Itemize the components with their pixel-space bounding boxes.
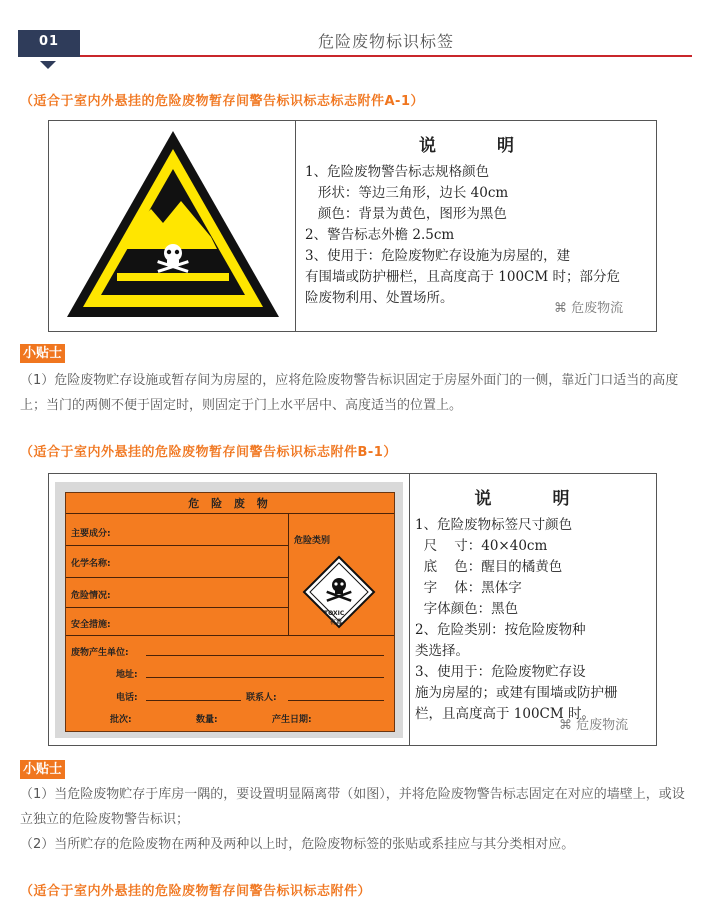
- explanation-line: 施为房屋的；或建有围墙或防护栅: [415, 685, 618, 701]
- explanation-line: 1、危险废物警告标志规格颜色: [305, 164, 490, 180]
- explanation-line: 类选择。: [415, 643, 469, 659]
- section-title-b1: （适合于室内外悬挂的危险废物暂存间警告标识标志附件B-1）: [20, 445, 397, 460]
- explanation-line: 2、危险类别：按危险废物种: [415, 622, 586, 638]
- section-badge: 01: [18, 30, 80, 54]
- tip-text: （1）当危险废物贮存于库房一隅的，要设置明显隔离带（如图），并将危险废物警告标志固定在对应的墙壁上，或设立独立的危险废物警告标识；: [20, 787, 685, 827]
- section-title-3: （适合于室内外悬挂的危险废物暂存间警告标识标志附件）: [20, 884, 372, 899]
- explanation-line: 字 体：黑体字: [415, 580, 522, 596]
- explanation-line: 字体颜色：黑色: [415, 601, 519, 617]
- label-blank-line: [146, 700, 241, 701]
- header-divider-dark: [18, 54, 80, 57]
- label-rule: [288, 513, 289, 635]
- label-rule: [66, 513, 394, 514]
- explanation-title: 说 明: [419, 136, 536, 156]
- wechat-icon: ⌘: [559, 718, 577, 733]
- label-rule: [66, 635, 394, 636]
- wechat-icon: ⌘: [554, 301, 572, 316]
- explanation-title: 说 明: [474, 489, 592, 509]
- figure-b1: [48, 473, 657, 746]
- explanation-line: 尺 寸：40×40cm: [415, 538, 548, 554]
- label-quantity: 数量:: [196, 715, 218, 725]
- tip-text: （2）当所贮存的危险废物在两种及两种以上时，危险废物标签的张贴或系挂应与其分类相对应。: [20, 837, 575, 852]
- label-address: 地址:: [116, 670, 138, 680]
- label-contact: 联系人:: [246, 693, 277, 703]
- label-field: 危险情况:: [71, 591, 111, 601]
- explanation-b1: [415, 484, 651, 725]
- label-batch: 批次:: [110, 715, 132, 725]
- label-field: 化学名称:: [71, 559, 111, 569]
- explanation-line: 2、警告标志外檐 2.5cm: [305, 227, 455, 243]
- badge-arrow-icon: [40, 61, 56, 69]
- figure-a1: [48, 120, 657, 332]
- watermark: ⌘ 危废物流: [559, 718, 629, 733]
- label-phone: 电话:: [116, 693, 138, 703]
- explanation-line: 有围墙或防护栅栏，且高度高于 100CM 时；部分危: [305, 269, 621, 285]
- explanation-line: 险废物利用、处置场所。: [305, 290, 454, 306]
- label-title: 危 险 废 物: [188, 497, 272, 510]
- label-rule: [66, 577, 288, 578]
- explanation-line: 底 色：醒目的橘黄色: [415, 559, 563, 575]
- label-blank-line: [146, 655, 384, 656]
- label-rule: [66, 545, 288, 546]
- label-field: 废物产生单位:: [71, 648, 129, 658]
- explanation-line: 形状：等边三角形，边长 40cm: [305, 185, 509, 201]
- label-blank-line: [288, 700, 384, 701]
- label-date: 产生日期:: [272, 715, 312, 725]
- watermark: ⌘ 危废物流: [554, 301, 624, 316]
- section-title-a1: （适合于室内外悬挂的危险废物暂存间警告标识标志标志附件A-1）: [20, 94, 425, 109]
- warning-triangle-icon: [63, 127, 283, 323]
- explanation-a1: [305, 131, 650, 309]
- label-rule: [66, 607, 288, 608]
- header-divider-red: [80, 55, 692, 57]
- label-field: 安全措施:: [71, 620, 111, 630]
- toxic-cn: 有毒: [330, 619, 343, 626]
- label-blank-line: [146, 677, 384, 678]
- tip-tag: 小贴士: [20, 760, 65, 779]
- figure-divider: [295, 121, 296, 331]
- hazard-label: [65, 492, 395, 732]
- explanation-line: 3、使用于：危险废物贮存设施为房屋的，建: [305, 248, 571, 264]
- explanation-line: 1、危险废物标签尺寸颜色: [415, 517, 573, 533]
- tip-tag: 小贴士: [20, 344, 65, 363]
- page-header: [0, 0, 711, 75]
- page-title: 危险废物标识标签: [317, 32, 454, 51]
- explanation-line: 颜色：背景为黄色，图形为黑色: [305, 206, 507, 222]
- hazard-class-label: 危险类别: [294, 536, 331, 546]
- explanation-line: 3、使用于：危险废物贮存设: [415, 664, 586, 680]
- toxic-en: TOXIC: [324, 610, 345, 617]
- label-field: 主要成分:: [71, 529, 111, 539]
- explanation-line: 栏，且高度高于 100CM 时。: [415, 706, 596, 722]
- figure-divider: [409, 474, 410, 745]
- tip-text: （1）危险废物贮存设施或暂存间为房屋的，应将危险废物警告标识固定于房屋外面门的一侧，靠近门口适当的高度上；当门的两侧不便于固定时，则固定于门上水平居中、高度适当的位置上。: [20, 373, 679, 413]
